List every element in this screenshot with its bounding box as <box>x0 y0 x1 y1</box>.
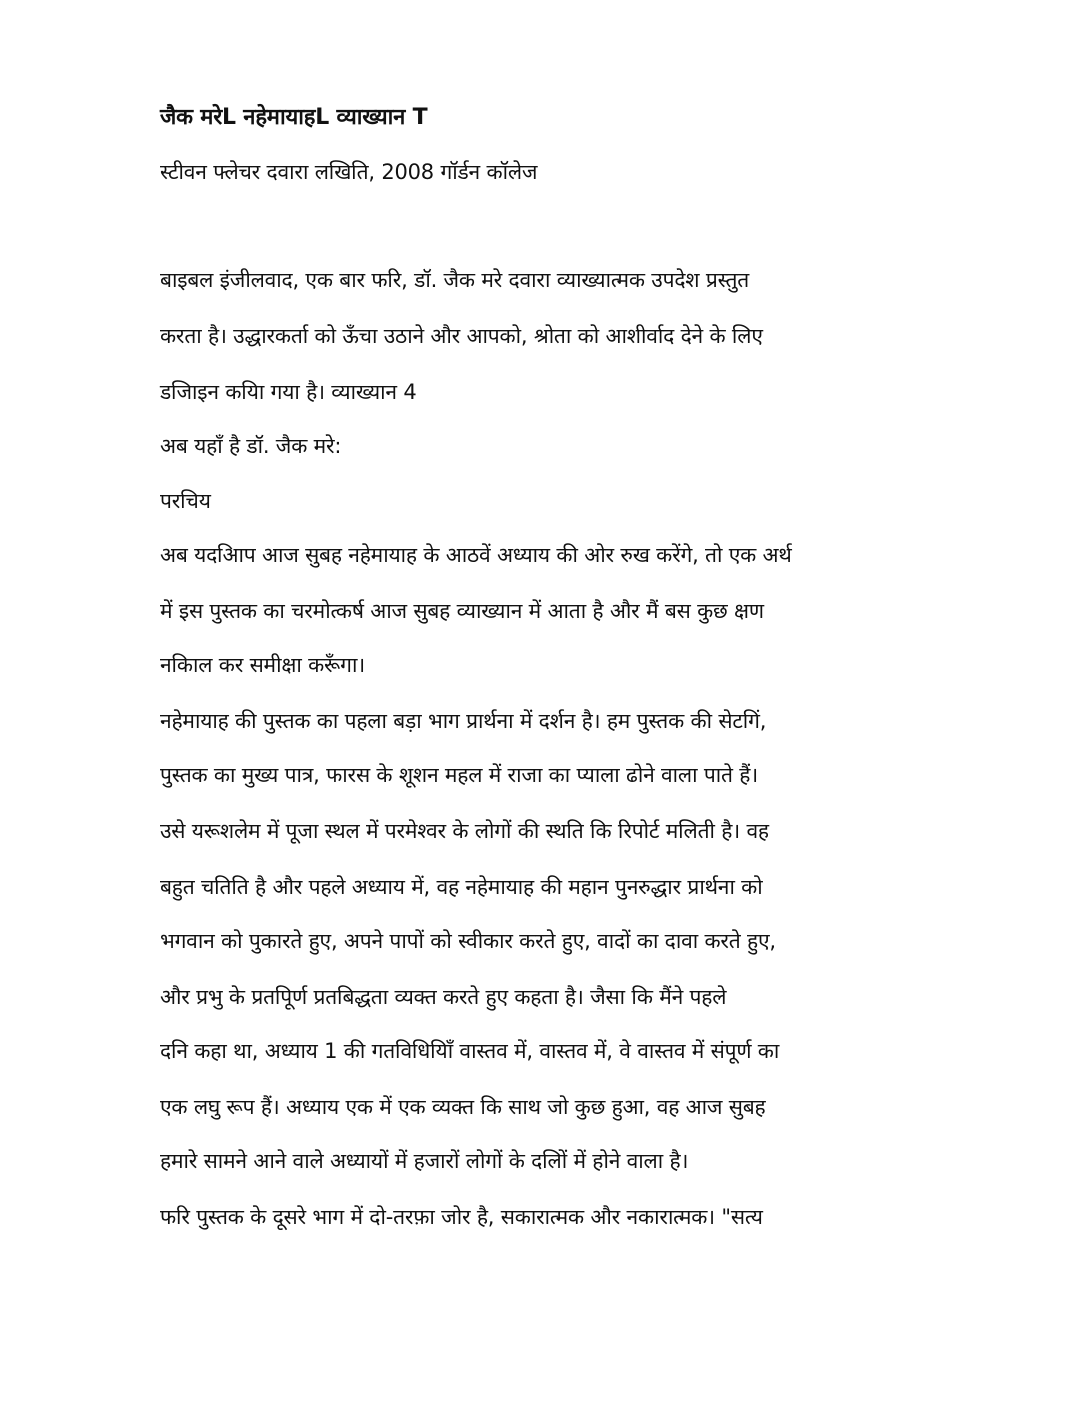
intro-line-3: डजिाइन कयिा गया है। व्याख्यान 4 <box>160 380 417 404</box>
paragraph-1-line-3: नकिाल कर समीक्षा करूँगा। <box>160 653 365 677</box>
paragraph-2-line-7: दनि कहा था, अध्याय 1 की गतविधियिाँ वास्तव में, वास्तव में, वे वास्तव में संपूर्ण का <box>160 1039 780 1063</box>
document-title: जैक मरेL नहेमायाहL व्याख्यान T <box>160 105 428 130</box>
paragraph-1-line-2: में इस पुस्तक का चरमोत्कर्ष आज सुबह व्याख्यान में आता है और मैं बस कुछ क्षण <box>160 599 764 623</box>
intro-line-2: करता है। उद्धारकर्ता को ऊँचा उठाने और आपको, श्रोता को आशीर्वाद देने के लिए <box>160 324 763 348</box>
paragraph-1-line-1: अब यदआिप आज सुबह नहेमायाह के आठवें अध्याय की ओर रुख करेंगे, तो एक अर्थ <box>160 543 792 567</box>
paragraph-2-line-3: उसे यरूशलेम में पूजा स्थल में परमेश्वर के लोगों की स्थति कि रिपोर्ट मलिती है। वह <box>160 819 769 843</box>
paragraph-2-line-4: बहुत चतिति है और पहले अध्याय में, वह नहेमायाह की महान पुनरुद्धार प्रार्थना को <box>160 875 763 899</box>
paragraph-3-line-1: फरि पुस्तक के दूसरे भाग में दो-तरफ़ा जोर है, सकारात्मक और नकारात्मक। "सत्य <box>160 1205 763 1229</box>
paragraph-2-line-8: एक लघु रूप हैं। अध्याय एक में एक व्यक्त कि साथ जो कुछ हुआ, वह आज सुबह <box>160 1095 766 1119</box>
paragraph-2-line-1: नहेमायाह की पुस्तक का पहला बड़ा भाग प्रार्थना में दर्शन है। हम पुस्तक की सेटगिं, <box>160 709 767 733</box>
paragraph-2-line-9: हमारे सामने आने वाले अध्यायों में हजारों लोगों के दलिों में होने वाला है। <box>160 1149 689 1173</box>
paragraph-2-line-2: पुस्तक का मुख्य पात्र, फारस के शूशन महल में राजा का प्याला ढोने वाला पाते हैं। <box>160 763 758 787</box>
intro-line-1: बाइबल इंजीलवाद, एक बार फरि, डॉ. जैक मरे दवारा व्याख्यात्मक उपदेश प्रस्तुत <box>160 268 750 292</box>
byline: स्टीवन फ्लेचर दवारा लखिति, 2008 गॉर्डन कॉलेज <box>160 160 538 184</box>
paragraph-2-line-5: भगवान को पुकारते हुए, अपने पापों को स्वीकार करते हुए, वादों का दावा करते हुए, <box>160 929 776 953</box>
section-heading: परचिय <box>160 489 211 513</box>
paragraph-2-line-6: और प्रभु के प्रतपिूर्ण प्रतबिद्धता व्यक्त करते हुए कहता है। जैसा कि मैंने पहले <box>160 985 727 1009</box>
speaker-line: अब यहाँ है डॉ. जैक मरे: <box>160 434 342 458</box>
